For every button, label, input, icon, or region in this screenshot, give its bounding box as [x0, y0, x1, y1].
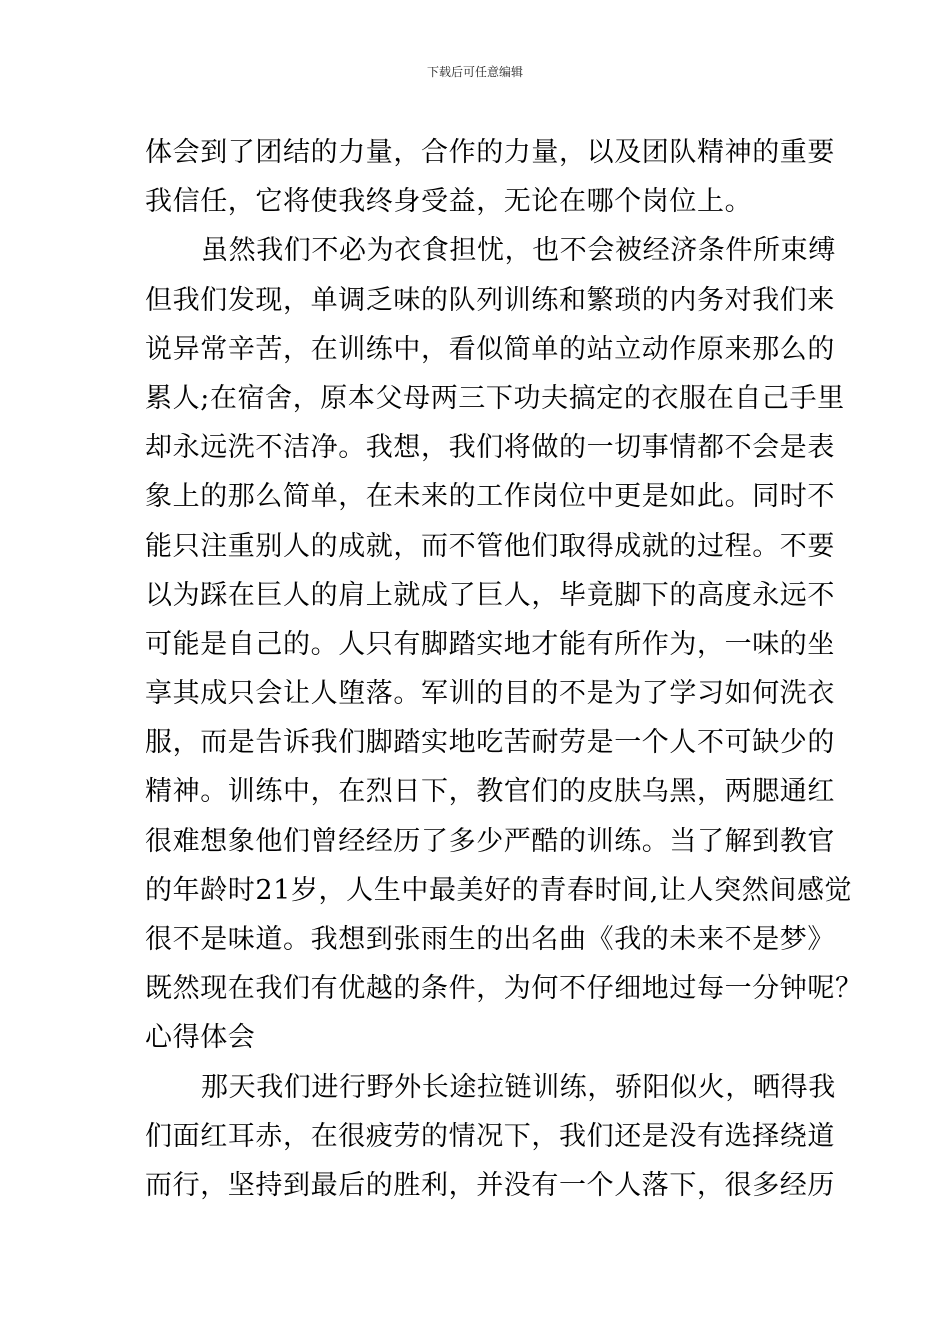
paragraph-first-line: 那天我们进行野外长途拉链训练，骄阳似火，晒得我	[201, 1071, 836, 1103]
text-line: 的年龄时21岁，人生中最美好的青春时间,让人突然间感觉	[145, 874, 853, 906]
document-body	[145, 128, 863, 1210]
text-line: 体会到了团结的力量，合作的力量，以及团队精神的重要	[145, 137, 835, 168]
text-line: 服，而是告诉我们脚踏实地吃苦耐劳是一个人不可缺少的	[145, 727, 835, 759]
text-line: 累人;在宿舍，原本父母两三下功夫搞定的衣服在自己手里	[145, 382, 845, 414]
section-heading: 心得体会	[145, 1022, 256, 1054]
text-line: 享其成只会让人堕落。军训的目的不是为了学习如何洗衣	[145, 678, 835, 710]
text-line: 能只注重别人的成就，而不管他们取得成就的过程。不要	[145, 530, 835, 562]
page-header: 下载后可任意编辑	[426, 65, 523, 79]
text-line: 精神。训练中，在烈日下，教官们的皮肤乌黑，两腮通红	[145, 776, 835, 808]
text-line: 可能是自己的。人只有脚踏实地才能有所作为，一味的坐	[145, 628, 835, 660]
text-line: 们面红耳赤，在很疲劳的情况下，我们还是没有选择绕道	[145, 1120, 835, 1152]
text-line: 但我们发现，单调乏味的队列训练和繁琐的内务对我们来	[145, 284, 835, 316]
text-line: 却永远洗不洁净。我想，我们将做的一切事情都不会是表	[145, 432, 835, 464]
text-line: 象上的那么简单，在未来的工作岗位中更是如此。同时不	[145, 481, 835, 513]
text-line: 而行，坚持到最后的胜利，并没有一个人落下，很多经历	[145, 1169, 835, 1201]
text-line: 我信任，它将使我终身受益，无论在哪个岗位上。	[145, 186, 753, 218]
text-line: 以为踩在巨人的肩上就成了巨人，毕竟脚下的高度永远不	[145, 579, 835, 611]
text-line: 很难想象他们曾经经历了多少严酷的训练。当了解到教官	[145, 825, 835, 857]
text-line: 很不是味道。我想到张雨生的出名曲《我的未来不是梦》	[145, 924, 835, 955]
paragraph-first-line: 虽然我们不必为衣食担忧，也不会被经济条件所束缚	[201, 235, 836, 267]
text-line: 说异常辛苦，在训练中，看似简单的站立动作原来那么的	[145, 333, 835, 365]
text-line: 既然现在我们有优越的条件，为何不仔细地过每一分钟呢？	[145, 973, 863, 1005]
